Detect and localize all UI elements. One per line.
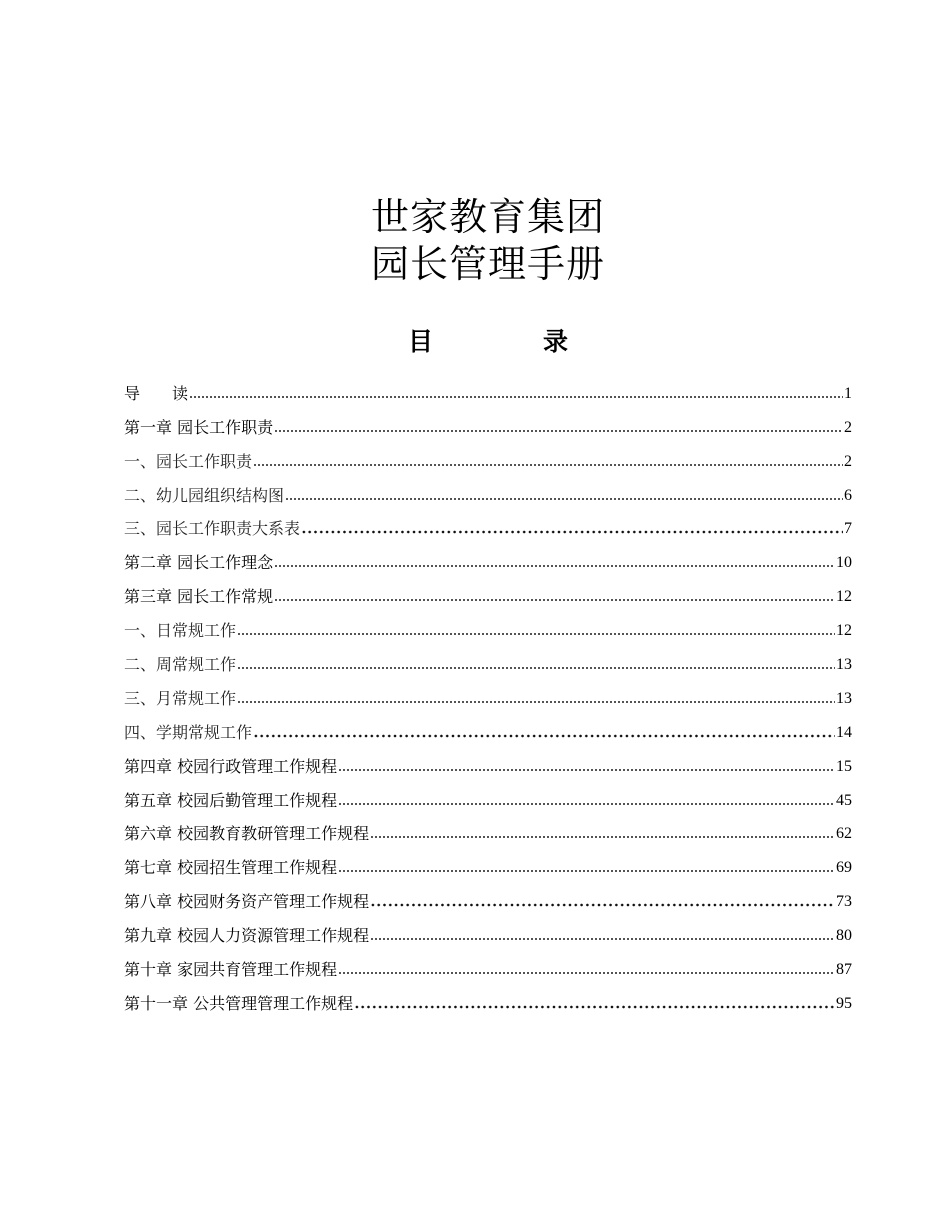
toc-entry-page-number: 1 xyxy=(844,384,852,402)
toc-dot-leader xyxy=(301,529,843,535)
toc-entry[interactable] xyxy=(124,370,852,404)
toc-dot-leader xyxy=(237,665,835,671)
toc-dot-leader xyxy=(253,462,843,468)
toc-entry-page-number: 10 xyxy=(836,554,852,572)
toc-entry[interactable] xyxy=(124,404,852,438)
toc-entry[interactable] xyxy=(124,438,852,472)
table-of-contents xyxy=(124,370,852,1014)
toc-entry-page-number: 12 xyxy=(836,588,852,606)
title-line-2: 园长管理手册 xyxy=(370,242,605,286)
toc-dot-leader xyxy=(237,699,835,705)
toc-entry-page-number: 13 xyxy=(836,689,852,707)
toc-entry-label: 第十一章 公共管理管理工作规程 xyxy=(124,993,354,1013)
toc-heading xyxy=(0,324,950,360)
toc-entry-label: 三、园长工作职责大系表 xyxy=(124,519,301,539)
toc-entry-page-number: 13 xyxy=(836,656,852,674)
toc-entry-label: 第八章 校园财务资产管理工作规程 xyxy=(124,892,370,912)
toc-entry-page-number: 2 xyxy=(844,452,852,470)
toc-entry[interactable] xyxy=(124,539,852,573)
toc-dot-leader xyxy=(370,834,835,840)
toc-entry-page-number: 14 xyxy=(836,723,852,741)
toc-entry-label: 第一章 园长工作职责 xyxy=(124,417,274,437)
toc-entry-label: 导 读 xyxy=(124,383,189,403)
toc-entry[interactable] xyxy=(124,743,852,777)
toc-entry-label: 第四章 校园行政管理工作规程 xyxy=(124,756,338,776)
toc-dot-leader xyxy=(370,936,835,942)
toc-entry-label: 二、幼儿园组织结构图 xyxy=(124,485,285,505)
toc-entry-page-number: 6 xyxy=(844,486,852,504)
toc-dot-leader xyxy=(274,428,843,434)
toc-entry-label: 四、学期常规工作 xyxy=(124,722,253,742)
toc-dot-leader xyxy=(338,767,835,773)
toc-entry[interactable] xyxy=(124,709,852,743)
toc-entry-label: 第十章 家园共育管理工作规程 xyxy=(124,960,338,980)
toc-dot-leader xyxy=(253,733,835,739)
toc-entry-page-number: 80 xyxy=(836,927,852,945)
toc-entry-label: 第二章 园长工作理念 xyxy=(124,553,274,573)
toc-entry[interactable] xyxy=(124,573,852,607)
toc-entry-page-number: 2 xyxy=(844,418,852,436)
title-line-1: 世家教育集团 xyxy=(370,195,605,239)
toc-entry[interactable] xyxy=(124,506,852,540)
toc-dot-leader xyxy=(354,1004,835,1010)
toc-dot-leader xyxy=(338,970,835,976)
toc-entry[interactable] xyxy=(124,980,852,1014)
document-title xyxy=(0,194,950,288)
toc-entry-page-number: 45 xyxy=(836,791,852,809)
toc-entry-label: 第九章 校园人力资源管理工作规程 xyxy=(124,926,370,946)
toc-dot-leader xyxy=(274,597,835,603)
toc-dot-leader xyxy=(338,801,835,807)
toc-entry-page-number: 73 xyxy=(836,893,852,911)
toc-entry-label: 第六章 校园教育教研管理工作规程 xyxy=(124,824,370,844)
toc-entry-label: 第三章 园长工作常规 xyxy=(124,587,274,607)
toc-entry[interactable] xyxy=(124,844,852,878)
toc-entry[interactable] xyxy=(124,607,852,641)
toc-entry[interactable] xyxy=(124,777,852,811)
toc-entry-page-number: 12 xyxy=(836,622,852,640)
toc-entry[interactable] xyxy=(124,946,852,980)
toc-dot-leader xyxy=(189,394,843,400)
toc-entry-label: 一、日常规工作 xyxy=(124,621,237,641)
toc-entry-label: 三、月常规工作 xyxy=(124,688,237,708)
toc-entry-label: 第五章 校园后勤管理工作规程 xyxy=(124,790,338,810)
toc-entry-page-number: 7 xyxy=(844,520,852,538)
toc-entry[interactable] xyxy=(124,472,852,506)
toc-dot-leader xyxy=(370,902,835,908)
toc-dot-leader xyxy=(274,563,835,569)
toc-dot-leader xyxy=(338,868,835,874)
toc-entry[interactable] xyxy=(124,675,852,709)
toc-entry-page-number: 15 xyxy=(836,757,852,775)
toc-entry-label: 一、园长工作职责 xyxy=(124,451,253,471)
toc-entry-page-number: 62 xyxy=(836,825,852,843)
toc-heading-char-2: 录 xyxy=(543,327,569,356)
toc-entry[interactable] xyxy=(124,811,852,845)
toc-entry-page-number: 69 xyxy=(836,859,852,877)
toc-entry[interactable] xyxy=(124,912,852,946)
toc-dot-leader xyxy=(237,631,835,637)
toc-entry-page-number: 87 xyxy=(836,961,852,979)
toc-dot-leader xyxy=(285,496,843,502)
toc-entry-page-number: 95 xyxy=(836,994,852,1012)
toc-entry-label: 第七章 校园招生管理工作规程 xyxy=(124,858,338,878)
toc-heading-char-1: 目 xyxy=(407,327,433,356)
toc-entry[interactable] xyxy=(124,878,852,912)
toc-entry-label: 二、周常规工作 xyxy=(124,655,237,675)
toc-entry[interactable] xyxy=(124,641,852,675)
